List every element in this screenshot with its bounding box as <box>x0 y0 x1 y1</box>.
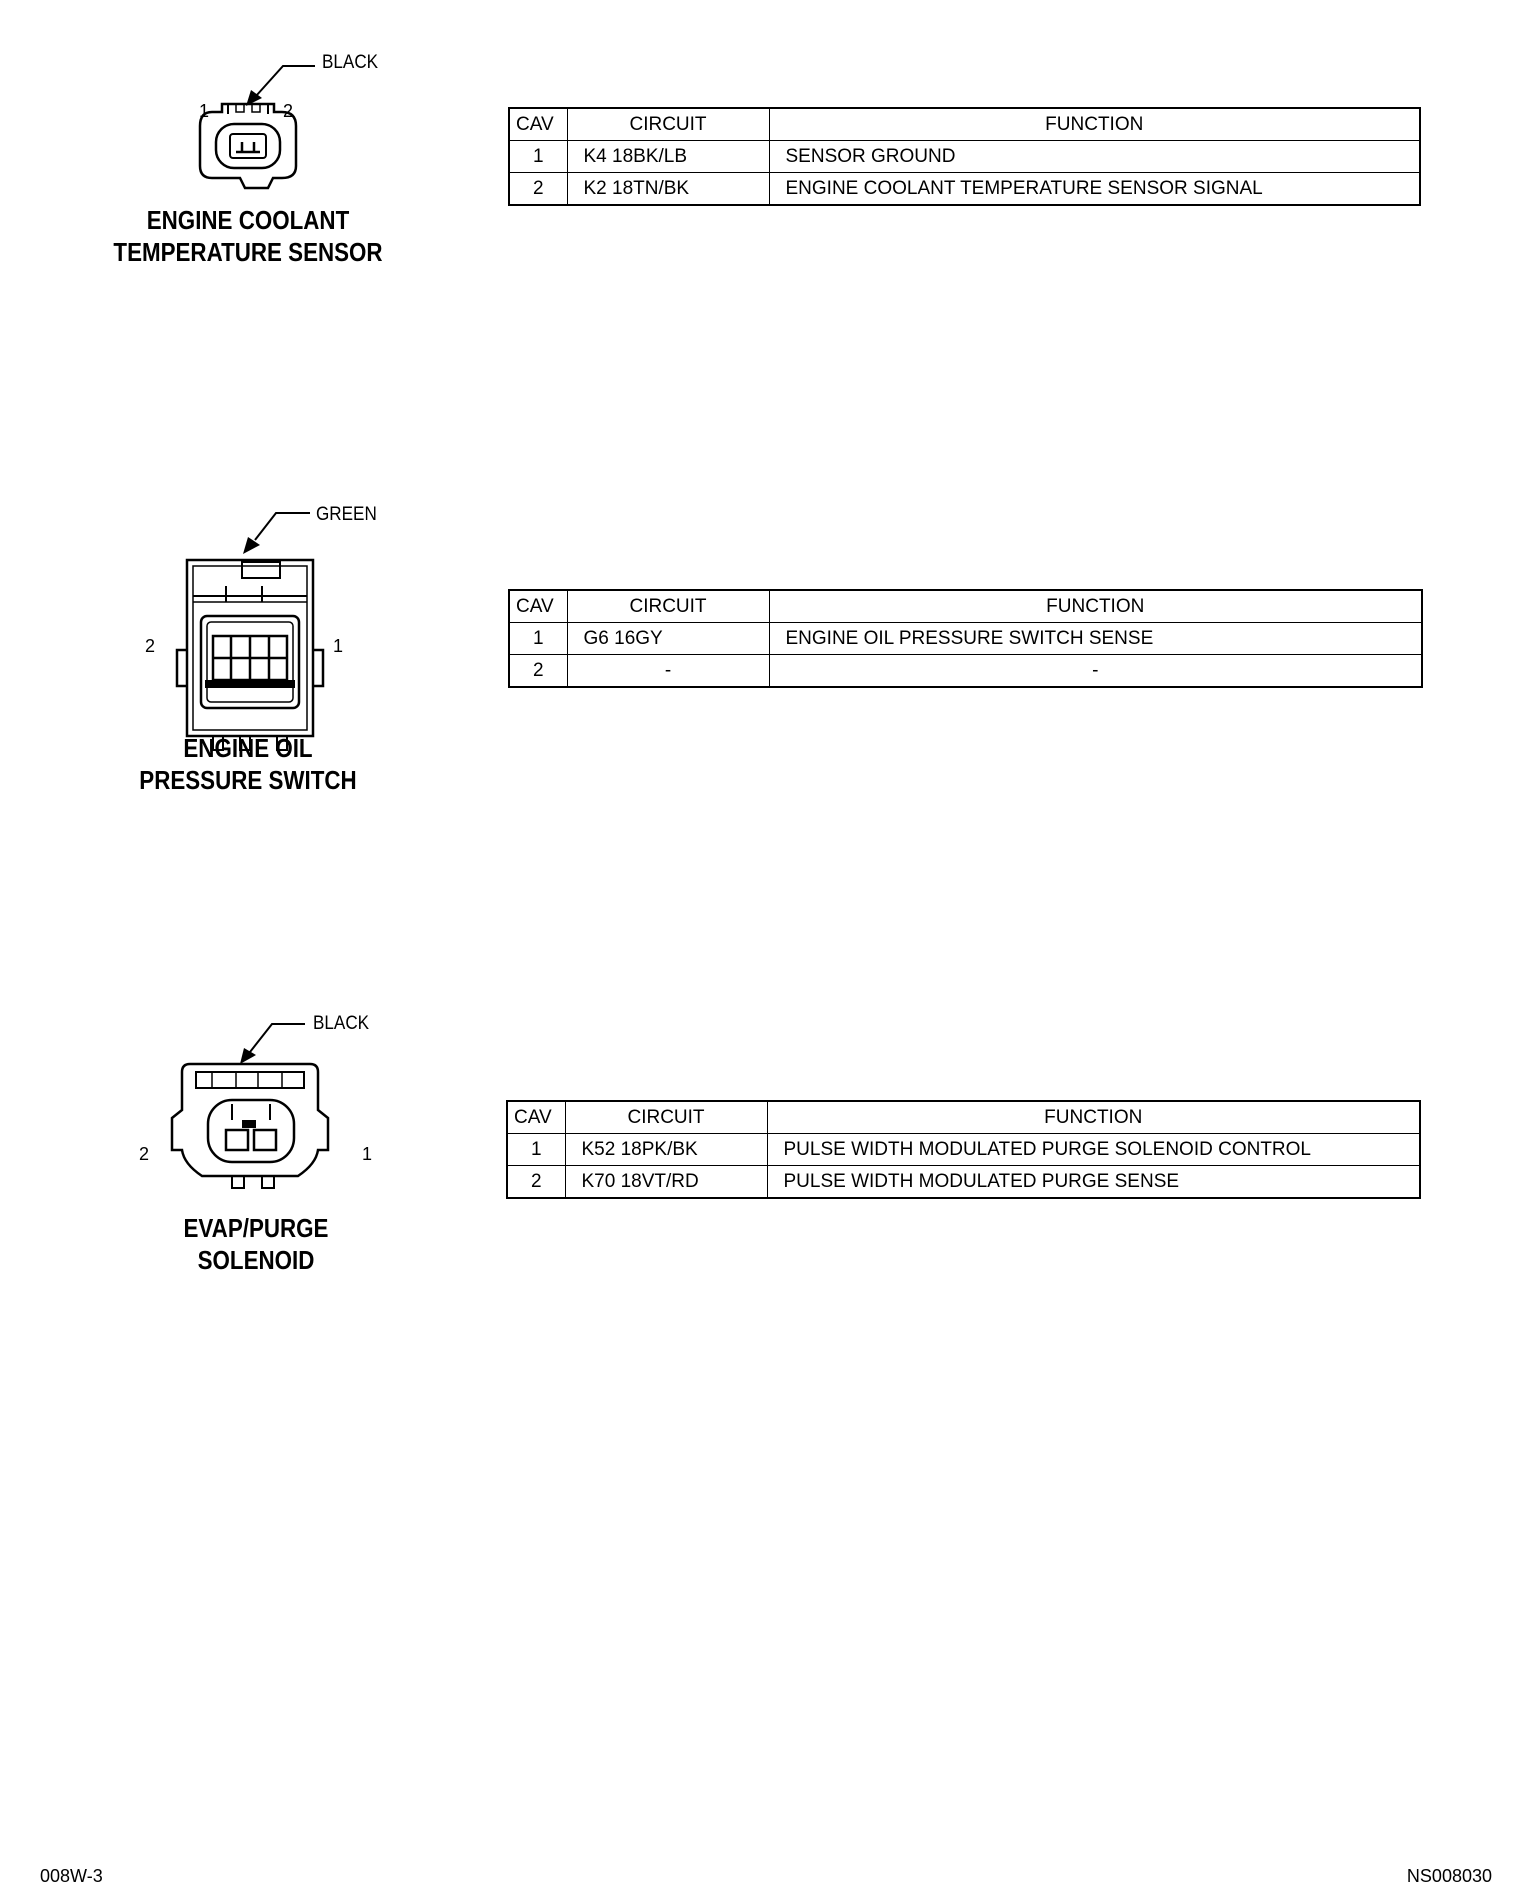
cell-circuit: K70 18VT/RD <box>565 1166 767 1199</box>
header-cav: CAV <box>507 1101 565 1134</box>
connector-name-line2: PRESSURE SWITCH <box>139 765 357 795</box>
table-header-row <box>507 1101 1420 1134</box>
table-row <box>509 655 1422 688</box>
cell-function: ENGINE OIL PRESSURE SWITCH SENSE <box>769 623 1422 655</box>
connector-name-line1: EVAP/PURGE <box>183 1213 329 1243</box>
engine-oil-pressure-switch-connector <box>0 480 420 820</box>
cell-function: SENSOR GROUND <box>769 141 1420 173</box>
connector-name-line2: SOLENOID <box>197 1245 315 1275</box>
coolant-sensor-pinout-table <box>508 107 1421 206</box>
cell-circuit: K52 18PK/BK <box>565 1134 767 1166</box>
table-header-row <box>509 108 1420 141</box>
cell-cav: 1 <box>509 141 567 173</box>
cell-cav: 1 <box>509 623 567 655</box>
evap-solenoid-pinout-table <box>506 1100 1421 1199</box>
evap-purge-solenoid-connector <box>0 1000 420 1300</box>
cell-circuit: K4 18BK/LB <box>567 141 769 173</box>
table-row <box>509 173 1420 206</box>
cell-cav: 2 <box>509 655 567 688</box>
connector-name <box>86 204 409 268</box>
pin-number-left: 2 <box>145 636 156 656</box>
header-circuit: CIRCUIT <box>565 1101 767 1134</box>
connector-color-label: GREEN <box>316 504 377 525</box>
cell-cav: 1 <box>507 1134 565 1166</box>
header-function: FUNCTION <box>767 1101 1420 1134</box>
cell-circuit: K2 18TN/BK <box>567 173 769 206</box>
cell-cav: 2 <box>507 1166 565 1199</box>
header-function: FUNCTION <box>769 590 1422 623</box>
footer-page-code: 008W-3 <box>40 1866 103 1886</box>
connector-name-line1: ENGINE OIL <box>183 733 313 763</box>
cell-cav: 2 <box>509 173 567 206</box>
pin-number-right: 1 <box>333 636 344 656</box>
table-row <box>509 141 1420 173</box>
pin-number-right: 1 <box>362 1144 373 1164</box>
cell-function: PULSE WIDTH MODULATED PURGE SENSE <box>767 1166 1420 1199</box>
header-function: FUNCTION <box>769 108 1420 141</box>
connector-name-line1: ENGINE COOLANT <box>146 205 350 235</box>
cell-function: PULSE WIDTH MODULATED PURGE SOLENOID CONTROL <box>767 1134 1420 1166</box>
pin-number-left: 1 <box>199 101 210 121</box>
connector-color-label: BLACK <box>313 1013 370 1034</box>
oil-switch-pinout-table <box>508 589 1423 688</box>
engine-coolant-temp-sensor-connector <box>0 0 420 280</box>
cell-function: ENGINE COOLANT TEMPERATURE SENSOR SIGNAL <box>769 173 1420 206</box>
header-cav: CAV <box>509 108 567 141</box>
pin-number-right: 2 <box>283 101 294 121</box>
footer-figure-id: NS008030 <box>1406 1866 1492 1886</box>
connector-name <box>86 732 409 796</box>
table-row <box>509 623 1422 655</box>
connector-name-line2: TEMPERATURE SENSOR <box>113 237 383 267</box>
cell-function: - <box>769 655 1422 688</box>
cell-circuit: - <box>567 655 769 688</box>
pin-number-left: 2 <box>139 1144 150 1164</box>
cell-circuit: G6 16GY <box>567 623 769 655</box>
connector-name <box>94 1212 417 1276</box>
table-header-row <box>509 590 1422 623</box>
connector-color-label: BLACK <box>322 52 379 73</box>
header-circuit: CIRCUIT <box>567 108 769 141</box>
header-cav: CAV <box>509 590 567 623</box>
table-row <box>507 1134 1420 1166</box>
table-row <box>507 1166 1420 1199</box>
header-circuit: CIRCUIT <box>567 590 769 623</box>
